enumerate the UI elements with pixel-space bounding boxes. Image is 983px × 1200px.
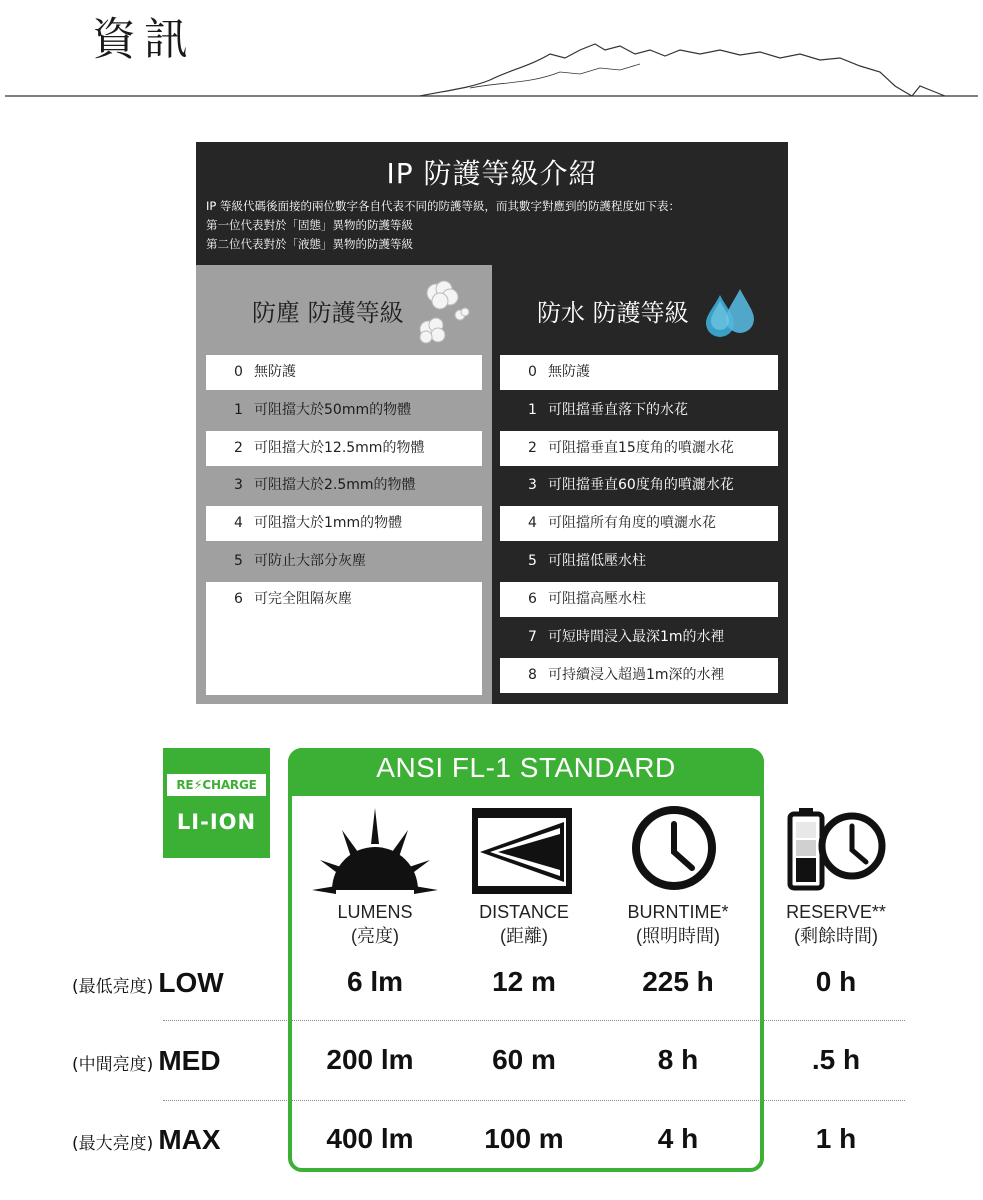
ip-title: IP 防護等級介紹 bbox=[386, 157, 598, 190]
value-cell: .5 h bbox=[811, 1044, 861, 1075]
water-level-1: 1 可阻擋垂直落下的水花 bbox=[500, 393, 778, 428]
page-title: 資訊 bbox=[92, 14, 196, 65]
water-level-2: 2 可阻擋垂直15度角的噴灑水花 bbox=[500, 431, 778, 466]
col-head-reserve: RESERVE** (剩餘時間) bbox=[786, 902, 886, 946]
value-cell: 0 h bbox=[815, 966, 857, 997]
ip-rating-table bbox=[196, 142, 788, 704]
mountain-line-icon bbox=[0, 0, 983, 110]
recharge-badge bbox=[163, 748, 270, 858]
water-level-6: 6 可阻擋高壓水柱 bbox=[500, 582, 778, 617]
water-level-4: 4 可阻擋所有角度的噴灑水花 bbox=[500, 506, 778, 541]
dust-level-1: 1 可阻擋大於50mm的物體 bbox=[206, 393, 482, 428]
ip-desc-line: 第一位代表對於「固態」異物的防護等級 bbox=[206, 218, 413, 232]
value-cell: 225 h bbox=[642, 966, 714, 997]
battery-clock-icon bbox=[780, 804, 888, 892]
li-ion-label: LI-ION bbox=[176, 810, 257, 834]
bolt-icon: ⚡ bbox=[193, 778, 203, 793]
row-label-low: (最低亮度) LOW bbox=[72, 967, 224, 998]
value-cell: 100 m bbox=[484, 1123, 564, 1154]
water-level-5: 5 可阻擋低壓水柱 bbox=[500, 544, 778, 579]
ip-header bbox=[196, 142, 788, 265]
value-cell: 400 lm bbox=[326, 1123, 414, 1154]
water-level-0: 0 無防護 bbox=[500, 355, 778, 390]
dust-title: 防塵 防護等級 bbox=[252, 299, 404, 327]
ip-desc-line: IP 等級代碼後面接的兩位數字各自代表不同的防護等級，而其數字對應到的防護程度如下表： bbox=[206, 199, 680, 213]
water-drops-icon bbox=[704, 287, 758, 337]
value-cell: 8 h bbox=[657, 1044, 699, 1075]
value-cell: 4 h bbox=[657, 1123, 699, 1154]
beam-icon bbox=[468, 804, 578, 896]
ip-description bbox=[206, 197, 680, 254]
clock-icon bbox=[628, 802, 720, 894]
dust-level-0: 0 無防護 bbox=[206, 355, 482, 390]
value-cell: 60 m bbox=[492, 1044, 556, 1075]
row-label-med: (中間亮度) MED bbox=[72, 1045, 221, 1076]
dust-level-5: 5 可防止大部分灰塵 bbox=[206, 544, 482, 579]
col-head-distance: DISTANCE (距離) bbox=[479, 902, 569, 946]
value-cell: 6 lm bbox=[346, 966, 404, 997]
row-label-max: (最大亮度) MAX bbox=[72, 1124, 221, 1155]
water-level-7: 7 可短時間浸入最深1m的水裡 bbox=[500, 620, 778, 655]
row-divider bbox=[163, 1100, 905, 1101]
dust-level-2: 2 可阻擋大於12.5mm的物體 bbox=[206, 431, 482, 466]
col-head-burntime: BURNTIME* (照明時間) bbox=[627, 902, 729, 946]
dust-level-6: 6 可完全阻隔灰塵 bbox=[206, 582, 482, 695]
sun-icon bbox=[308, 802, 442, 894]
water-title: 防水 防護等級 bbox=[537, 299, 689, 327]
ansi-title: ANSI FL-1 STANDARD bbox=[376, 752, 676, 783]
water-column bbox=[492, 265, 788, 704]
col-head-lumens: LUMENS (亮度) bbox=[337, 902, 413, 946]
dust-level-3: 3 可阻擋大於2.5mm的物體 bbox=[206, 468, 482, 503]
dust-cloud-icon bbox=[414, 277, 474, 347]
ip-desc-line: 第二位代表對於「液態」異物的防護等級 bbox=[206, 237, 413, 251]
dust-level-4: 4 可阻擋大於1mm的物體 bbox=[206, 506, 482, 541]
dust-column bbox=[196, 265, 492, 704]
water-level-8: 8 可持續浸入超過1m深的水裡 bbox=[500, 658, 778, 693]
value-cell: 1 h bbox=[815, 1123, 857, 1154]
value-cell: 12 m bbox=[492, 966, 556, 997]
water-level-3: 3 可阻擋垂直60度角的噴灑水花 bbox=[500, 468, 778, 503]
recharge-label: RE⚡CHARGE bbox=[167, 774, 266, 796]
row-divider bbox=[163, 1020, 905, 1021]
value-cell: 200 lm bbox=[326, 1044, 414, 1075]
